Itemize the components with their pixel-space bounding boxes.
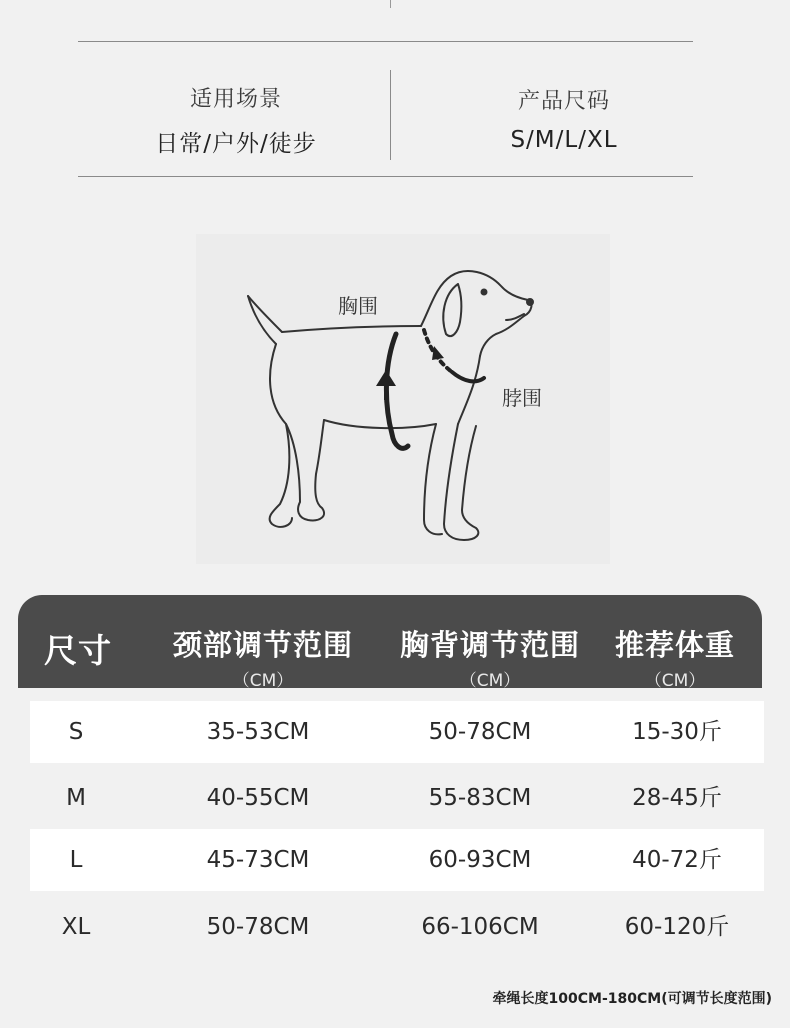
size-table-header xyxy=(18,595,762,691)
dog-chest xyxy=(458,356,480,424)
info-divider xyxy=(390,70,391,160)
header-weight-unit: （CM） xyxy=(644,671,706,691)
chest-label: 胸围 xyxy=(338,294,378,318)
table-row xyxy=(18,896,764,958)
dog-back-leg-right xyxy=(270,344,324,520)
dog-belly xyxy=(324,420,436,428)
dog-ear xyxy=(443,284,461,336)
row-weight: 40-72斤 xyxy=(632,847,722,873)
table-row xyxy=(18,767,764,829)
info-bottom-rule xyxy=(78,176,693,177)
dog-back-leg-left xyxy=(270,424,292,527)
product-size-block xyxy=(414,84,714,153)
header-chest-range-label: 胸背调节范围 xyxy=(399,628,580,662)
row-weight: 60-120斤 xyxy=(624,914,730,940)
top-divider-tick xyxy=(390,0,391,8)
dog-front-leg-left xyxy=(424,424,442,534)
dog-illustration xyxy=(196,234,610,564)
row-neck-range: 50-78CM xyxy=(206,914,310,940)
row-size: L xyxy=(69,847,83,873)
usage-scenario-value: 日常/户外/徒步 xyxy=(155,131,317,157)
row-weight: 28-45斤 xyxy=(632,785,722,811)
product-size-value: S/M/L/XL xyxy=(510,127,618,153)
product-size-label: 产品尺码 xyxy=(517,89,610,114)
row-weight: 15-30斤 xyxy=(632,719,722,745)
row-size: XL xyxy=(61,914,91,940)
dog-front-leg-right xyxy=(444,424,478,540)
row-neck-range: 35-53CM xyxy=(206,719,310,745)
dog-measurement-diagram xyxy=(196,234,610,564)
chest-arrow-icon xyxy=(376,370,396,400)
row-chest-range: 55-83CM xyxy=(428,785,532,811)
header-size-label: 尺寸 xyxy=(44,631,112,670)
header-weight xyxy=(602,595,748,691)
dog-back xyxy=(282,326,421,332)
row-neck-range: 40-55CM xyxy=(206,785,310,811)
row-size: M xyxy=(66,785,86,811)
header-size xyxy=(18,595,138,688)
header-chest-range xyxy=(380,595,600,691)
leash-length-note: 牵绳长度100CM-180CM(可调节长度范围) xyxy=(492,991,772,1007)
info-top-rule xyxy=(78,41,693,42)
neck-label: 脖围 xyxy=(502,386,542,410)
header-chest-range-unit: （CM） xyxy=(459,671,521,691)
header-neck-range-label: 颈部调节范围 xyxy=(172,628,353,662)
header-weight-label: 推荐体重 xyxy=(614,628,735,662)
header-neck-range xyxy=(158,595,368,691)
neck-arrow-icon xyxy=(432,346,444,360)
chest-strap xyxy=(386,334,408,448)
row-size: S xyxy=(68,719,84,745)
usage-scenario-label: 适用场景 xyxy=(189,87,282,112)
dog-head xyxy=(421,271,531,356)
row-neck-range: 45-73CM xyxy=(206,847,310,873)
usage-scenario-block xyxy=(86,82,386,158)
header-neck-range-unit: （CM） xyxy=(232,671,294,691)
table-row xyxy=(30,829,764,891)
row-chest-range: 66-106CM xyxy=(421,914,539,940)
dog-tail-top xyxy=(248,296,282,332)
row-chest-range: 60-93CM xyxy=(428,847,532,873)
table-row xyxy=(30,701,764,763)
row-chest-range: 50-78CM xyxy=(428,719,532,745)
dog-tail-bottom xyxy=(248,296,276,344)
